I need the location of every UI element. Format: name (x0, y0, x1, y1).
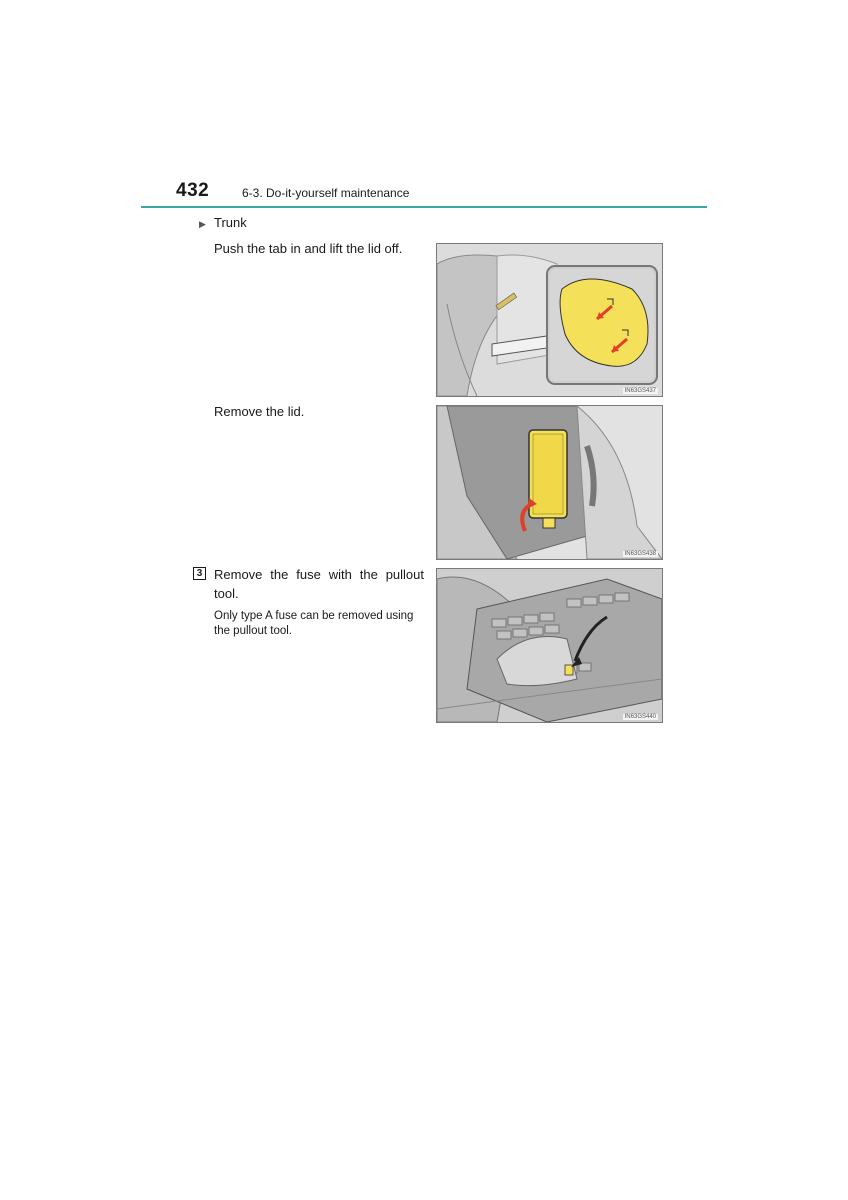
figure-code: IN63GS438 (624, 551, 656, 557)
section-title: 6-3. Do-it-yourself maintenance (242, 186, 410, 200)
step-1-text: Push the tab in and lift the lid off. (214, 241, 403, 256)
step-3-note: Only type A fuse can be removed using the pullout tool. (214, 610, 414, 637)
figure-trunk-tab (436, 243, 663, 397)
header-rule (141, 206, 707, 208)
figure-fuse-pullout (436, 568, 663, 723)
step-number-badge: 3 (193, 567, 206, 580)
figure-remove-lid (436, 405, 663, 560)
figure-code: IN63GS437 (624, 388, 656, 394)
figure-code: IN63GS440 (624, 714, 656, 720)
subheading: Trunk (214, 215, 247, 230)
page-number: 432 (176, 180, 210, 201)
step-2-text: Remove the lid. (214, 404, 305, 419)
triangle-bullet-icon: ▶ (199, 219, 206, 229)
step-3-text: Remove the fuse with the pullout tool. (214, 567, 424, 601)
